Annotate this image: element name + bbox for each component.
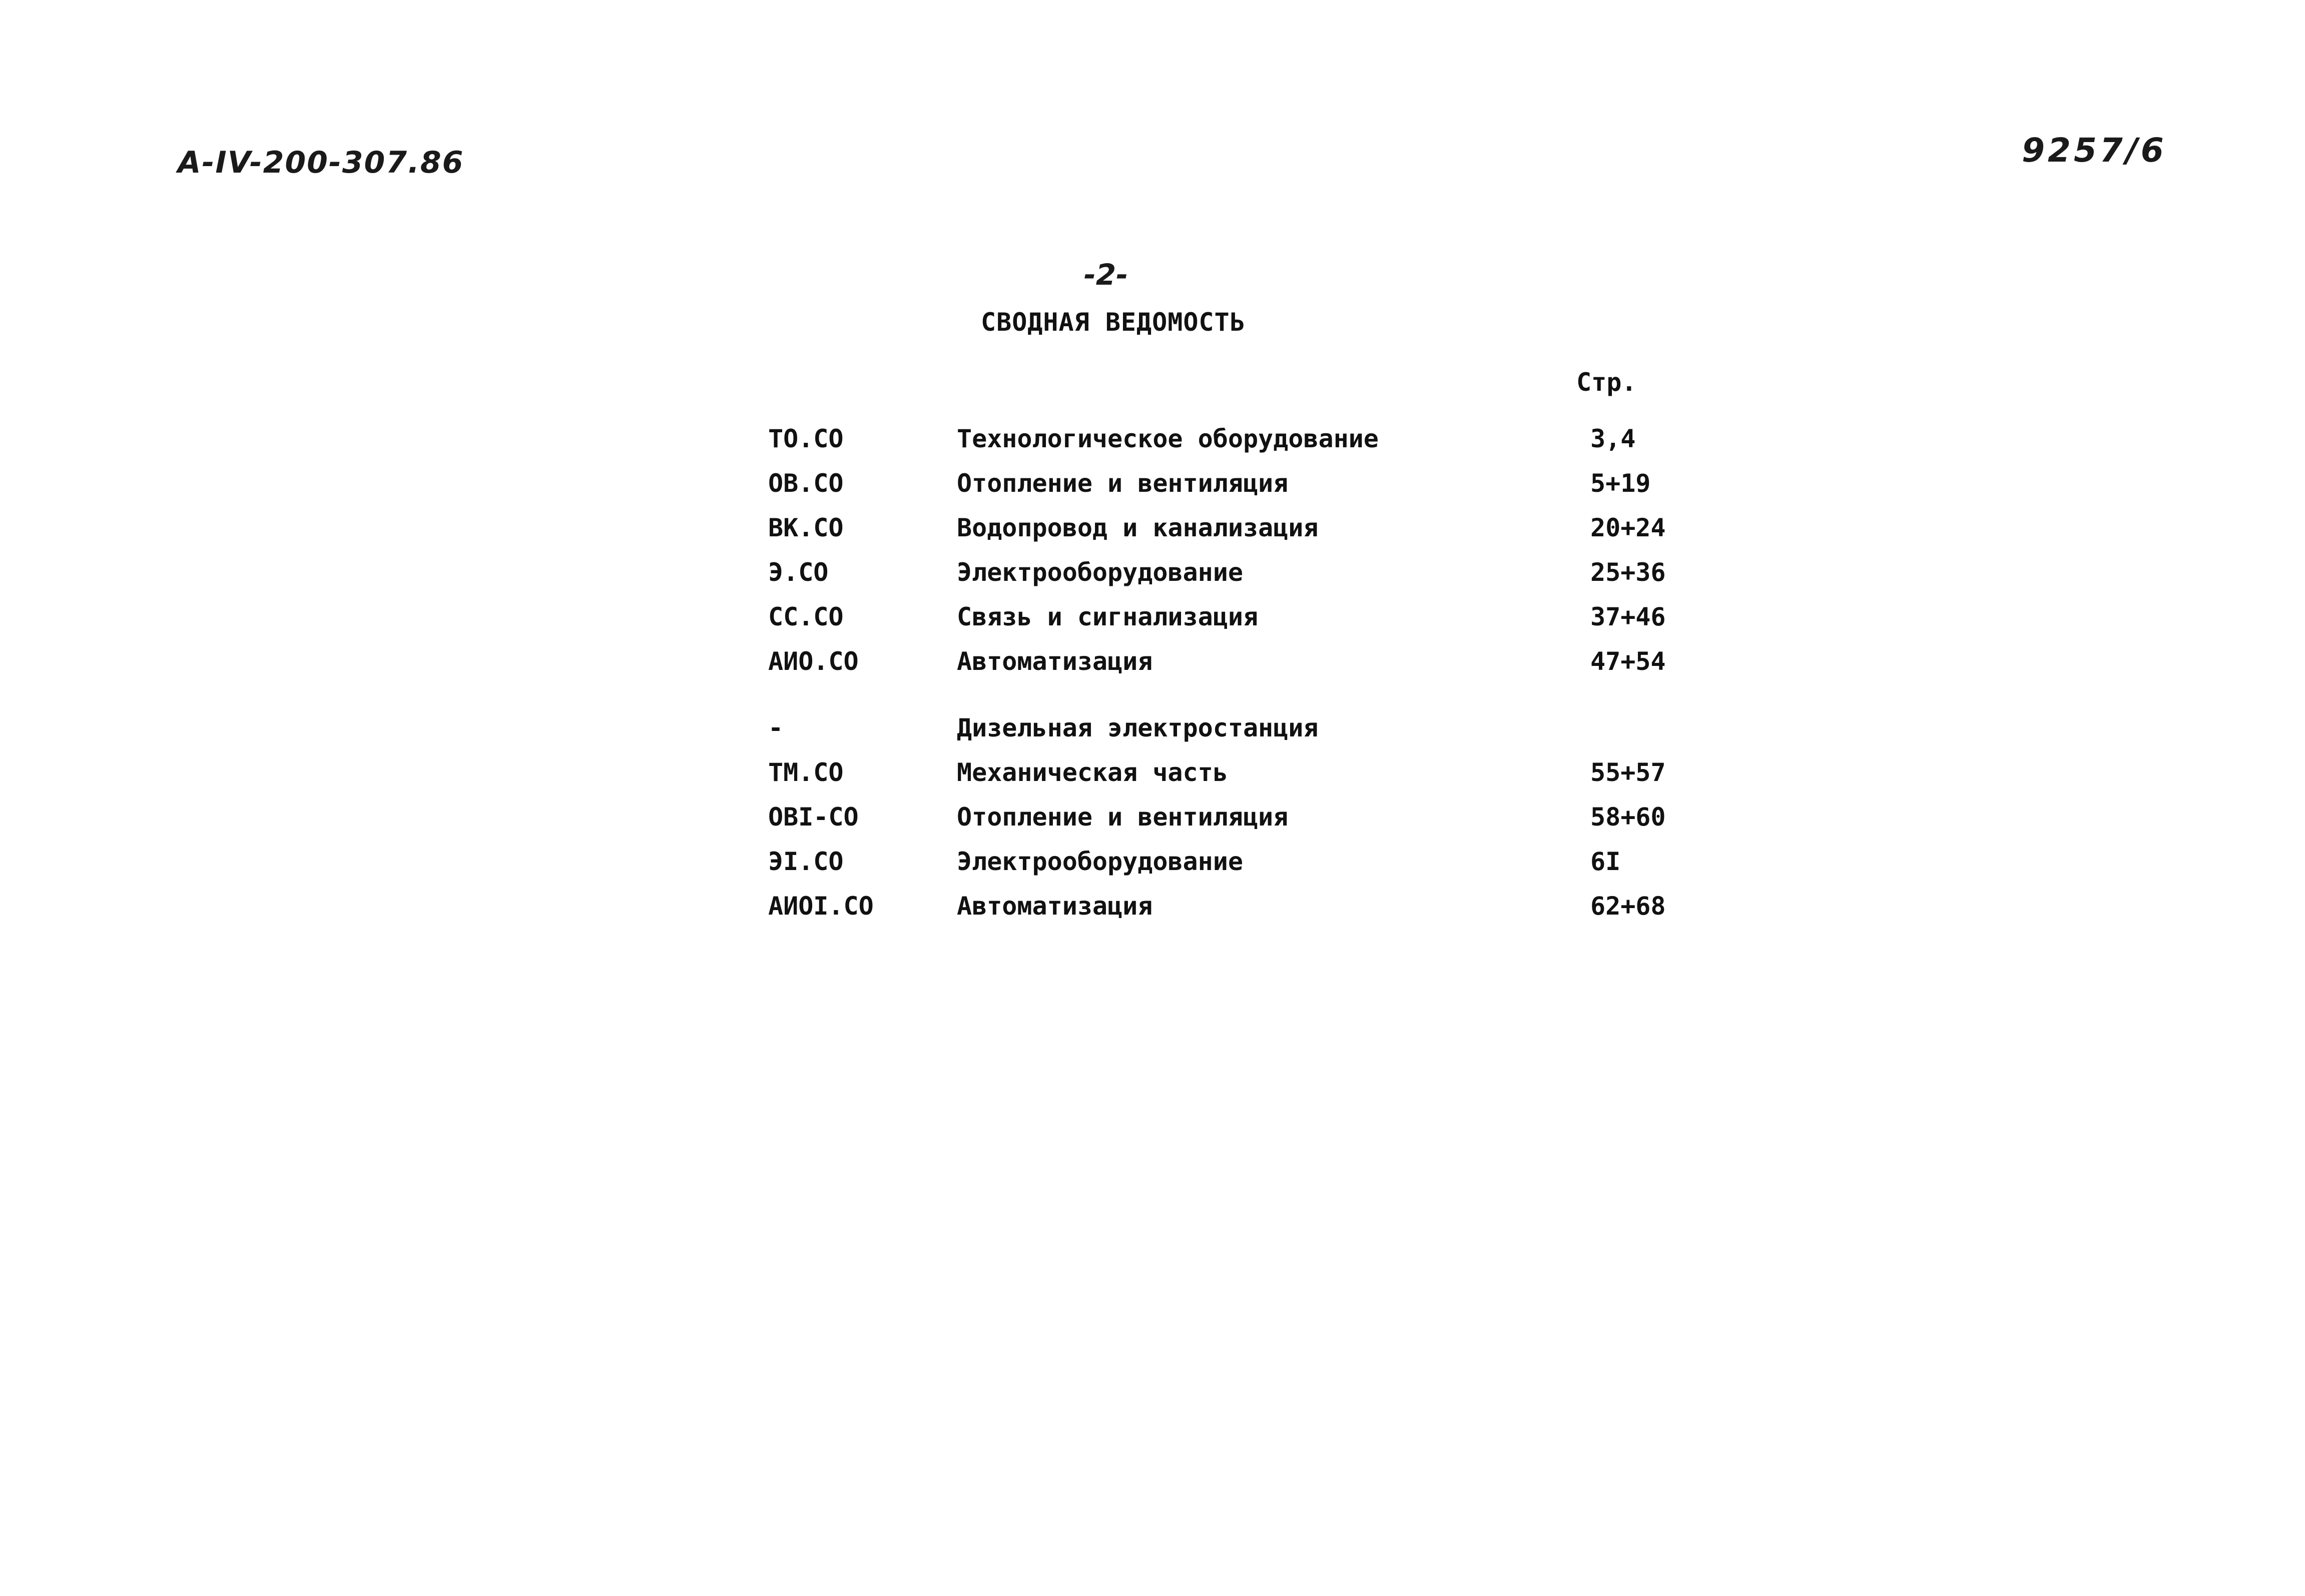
table-row (0, 469, 2305, 504)
section-pages: 58+60 (1590, 803, 1666, 832)
section-name: Электрооборудование (957, 558, 1243, 587)
table-row-group-heading (0, 713, 2305, 748)
table-row (0, 424, 2305, 459)
section-code: ОВI-СО (768, 803, 859, 832)
section-pages: 25+36 (1590, 558, 1666, 587)
section-code: АИО.СО (768, 647, 859, 676)
section-code: - (768, 713, 784, 742)
section-name: Отопление и вентиляция (957, 803, 1289, 832)
section-pages: 20+24 (1590, 513, 1666, 542)
pages-column-header: Стр. (1576, 368, 1637, 397)
section-name: Отопление и вентиляция (957, 469, 1289, 498)
section-pages: 55+57 (1590, 758, 1666, 787)
table-row (0, 647, 2305, 682)
table-row (0, 513, 2305, 548)
section-name: Связь и сигнализация (957, 602, 1259, 631)
section-code: ЭI.СО (768, 847, 844, 876)
section-code: СС.СО (768, 602, 844, 631)
section-code: АИОI.СО (768, 892, 874, 921)
section-code: ТМ.СО (768, 758, 844, 787)
table-row (0, 602, 2305, 637)
section-name: Автоматизация (957, 892, 1153, 921)
section-name: Технологическое оборудование (957, 424, 1379, 453)
section-code: ТО.СО (768, 424, 844, 453)
section-pages: 6I (1590, 847, 1621, 876)
section-name: Электрооборудование (957, 847, 1243, 876)
section-name: Механическая часть (957, 758, 1228, 787)
table-row (0, 558, 2305, 593)
table-row (0, 892, 2305, 927)
document-title: СВОДНАЯ ВЕДОМОСТЬ (981, 308, 1246, 337)
section-code: Э.СО (768, 558, 829, 587)
section-code: ОВ.СО (768, 469, 844, 498)
section-pages: 47+54 (1590, 647, 1666, 676)
section-code: ВК.СО (768, 513, 844, 542)
table-row (0, 803, 2305, 838)
table-row (0, 847, 2305, 882)
section-name: Автоматизация (957, 647, 1153, 676)
section-pages: 62+68 (1590, 892, 1666, 921)
section-pages: 37+46 (1590, 602, 1666, 631)
section-pages: 5+19 (1590, 469, 1651, 498)
section-pages: 3,4 (1590, 424, 1636, 453)
document-code: А-IV-200-307.86 (178, 145, 464, 180)
inventory-number: 9257/6 (2022, 131, 2167, 170)
section-name: Водопровод и канализация (957, 513, 1319, 542)
page-number: -2- (1083, 258, 1128, 292)
section-name: Дизельная электростанция (957, 713, 1319, 742)
table-row (0, 758, 2305, 793)
